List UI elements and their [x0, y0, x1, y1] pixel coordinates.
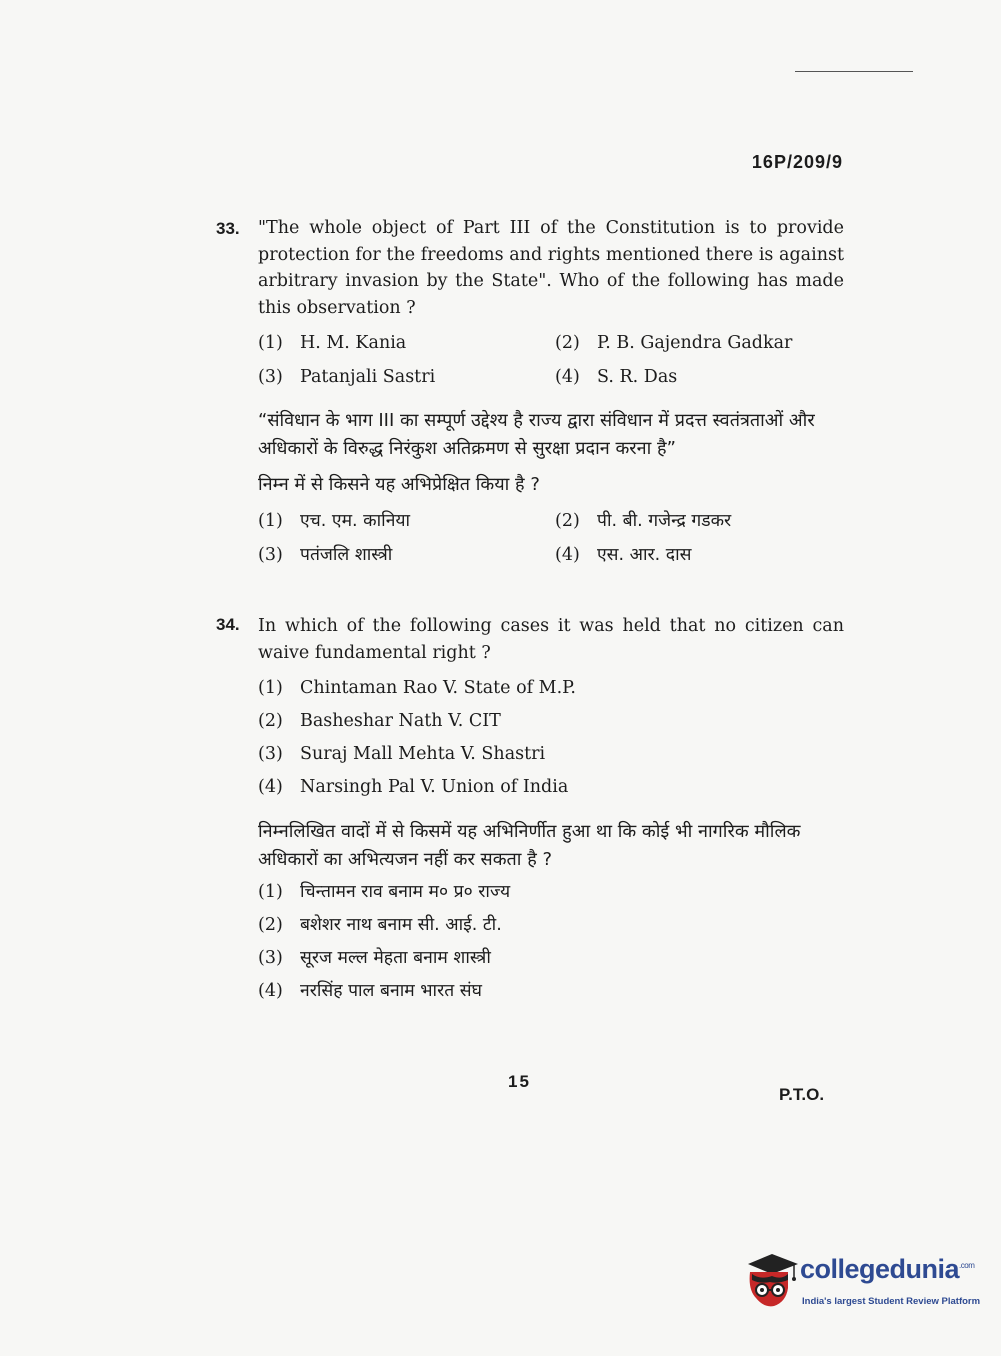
option-3-hi[interactable]: (3) पतंजलि शास्त्री — [258, 545, 393, 565]
option-label: Suraj Mall Mehta V. Shastri — [300, 744, 546, 764]
pto-label: P.T.O. — [779, 1085, 825, 1104]
option-1-hi[interactable]: (1) एच. एम. कानिया — [258, 511, 411, 531]
option-label: पी. बी. गजेन्द्र गडकर — [597, 511, 732, 531]
option-label: चिन्तामन राव बनाम म० प्र० राज्य — [300, 882, 511, 902]
option-3[interactable]: (3) Suraj Mall Mehta V. Shastri — [258, 744, 546, 764]
option-2-hi[interactable]: (2) बशेशर नाथ बनाम सी. आई. टी. — [258, 915, 502, 935]
question-text-hi: निम्नलिखित वादों में से किसमें यह अभिनिर्णीत हुआ था कि कोई भी नागरिक मौलिक अधिकारों का अभित्यजन नहीं कर सकता है ? — [258, 821, 801, 870]
question-text-hi: “संविधान के भाग III का सम्पूर्ण उद्देश्य है राज्य द्वारा संविधान में प्रदत्त स्वतंत्रताओं और अधिकारों के विरुद्ध निरंकुश अतिक्रमण से सुरक्षा प्रदान करना है” — [258, 410, 815, 459]
option-2[interactable]: (2) Basheshar Nath V. CIT — [258, 711, 501, 731]
option-4-hi[interactable]: (4) एस. आर. दास — [555, 545, 692, 565]
option-1-hi[interactable]: (1) चिन्तामन राव बनाम म० प्र० राज्य — [258, 882, 511, 902]
option-1[interactable]: (1) H. M. Kania — [258, 333, 407, 353]
option-label: Patanjali Sastri — [300, 367, 436, 387]
logo-tagline: India's largest Student Review Platform — [802, 1296, 981, 1307]
option-label: Basheshar Nath V. CIT — [300, 711, 501, 731]
logo-wordmark: collegedunia$^{.com}$ — [800, 1254, 975, 1284]
page-number: 15 — [508, 1072, 531, 1091]
option-label: सूरज मल्ल मेहता बनाम शास्त्री — [300, 948, 491, 968]
question-prompt-hi: निम्न में से किसने यह अभिप्रेक्षित किया है ? — [258, 474, 540, 495]
option-3[interactable]: (3) Patanjali Sastri — [258, 367, 436, 387]
question-34 — [216, 613, 844, 1012]
option-label: नरसिंह पाल बनाम भारत संघ — [300, 981, 482, 1001]
option-label: Chintaman Rao V. State of M.P. — [300, 678, 576, 698]
options-hi — [258, 880, 844, 1012]
logo-tm: .com — [959, 1261, 975, 1270]
question-33 — [216, 215, 844, 567]
option-label: P. B. Gajendra Gadkar — [597, 333, 793, 353]
paper-code: 16P/209/9 — [751, 152, 843, 172]
option-label: Narsingh Pal V. Union of India — [300, 777, 569, 797]
question-text-en: In which of the following cases it was held that no citizen can waive fundamental right ? — [258, 616, 844, 663]
options-en — [258, 676, 844, 808]
collegedunia-logo[interactable] — [742, 1246, 981, 1318]
student-mascot-icon — [742, 1250, 800, 1314]
options-hi — [258, 509, 844, 567]
option-2[interactable]: (2) P. B. Gajendra Gadkar — [555, 333, 793, 353]
option-label: एस. आर. दास — [597, 545, 692, 565]
top-rule — [795, 71, 913, 72]
option-label: H. M. Kania — [300, 333, 407, 353]
option-4-hi[interactable]: (4) नरसिंह पाल बनाम भारत संघ — [258, 981, 482, 1001]
option-1[interactable]: (1) Chintaman Rao V. State of M.P. — [258, 678, 576, 698]
option-label: पतंजलि शास्त्री — [300, 545, 393, 565]
question-number: 34. — [216, 615, 240, 634]
option-4[interactable]: (4) S. R. Das — [555, 367, 678, 387]
option-label: S. R. Das — [597, 367, 678, 387]
question-text-en: "The whole object of Part III of the Constitution is to provide protection for the freedoms and rights mentioned there is against arbitrary invasion by the State". Who of the following has made this observation ? — [258, 218, 844, 318]
option-label: एच. एम. कानिया — [300, 511, 411, 531]
option-2-hi[interactable]: (2) पी. बी. गजेन्द्र गडकर — [555, 511, 732, 531]
option-3-hi[interactable]: (3) सूरज मल्ल मेहता बनाम शास्त्री — [258, 948, 491, 968]
options-en — [258, 331, 844, 389]
question-number: 33. — [216, 219, 240, 238]
option-4[interactable]: (4) Narsingh Pal V. Union of India — [258, 777, 569, 797]
option-label: बशेशर नाथ बनाम सी. आई. टी. — [300, 915, 502, 935]
